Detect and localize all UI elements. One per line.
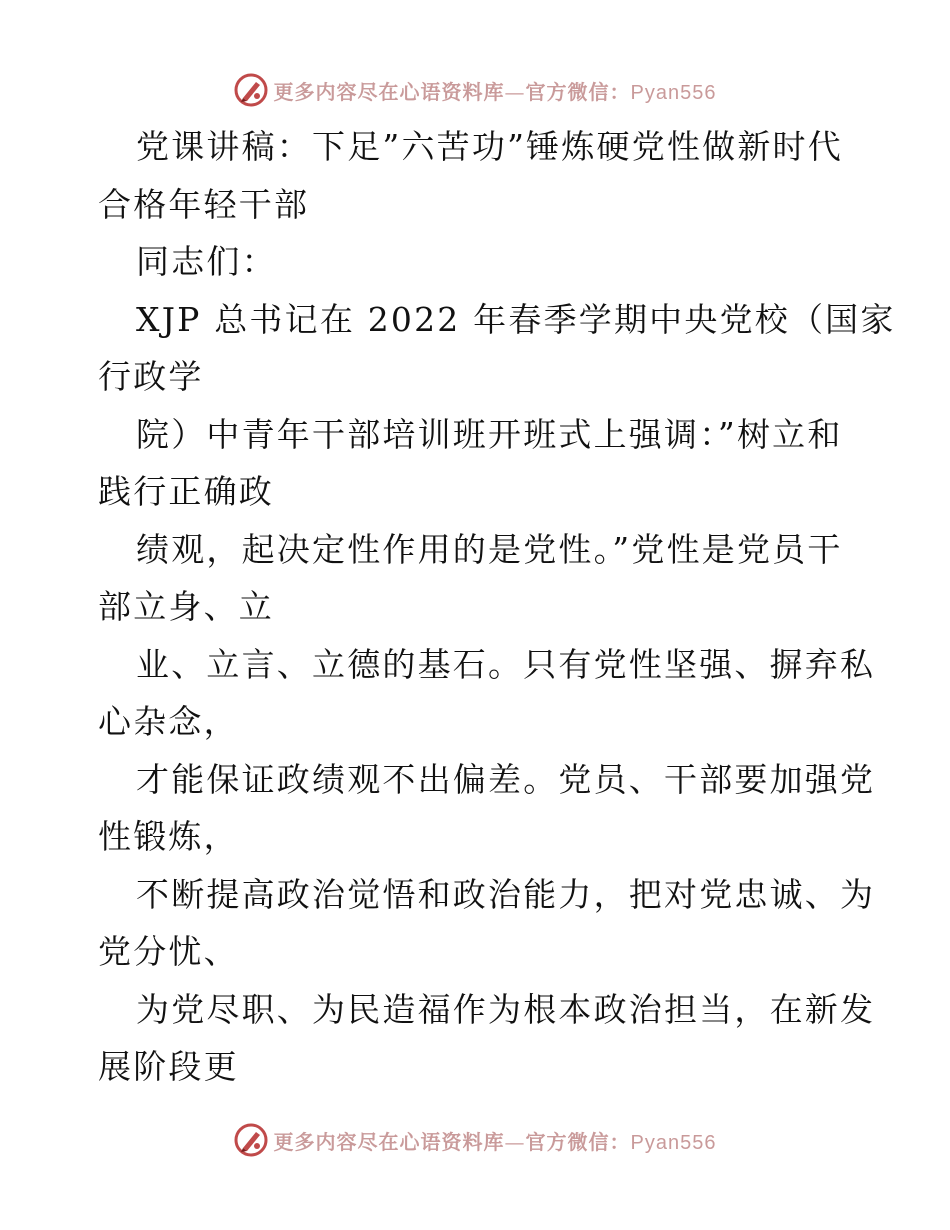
text-line: 性锻炼， — [98, 817, 239, 856]
text-line: 党课讲稿：下足”六苦功”锤炼硬党性做新时代 — [136, 127, 843, 166]
text-line: 展阶段更 — [98, 1047, 239, 1086]
header-banner — [0, 70, 950, 110]
text-line: 才能保证政绩观不出偏差。党员、干部要加强党 — [136, 759, 876, 799]
banner-dash: — — [504, 1129, 526, 1154]
text-line: XJP 总书记在 2022 年春季学期中央党校（国家 — [136, 299, 896, 339]
footer-banner — [0, 1120, 950, 1160]
text-line: 党分忧、 — [98, 932, 239, 971]
text-line: 业、立言、立德的基石。只有党性坚强、摒弃私 — [136, 644, 876, 684]
banner-wechat-id: Pyan556 — [630, 1131, 717, 1154]
text-line: 心杂念， — [98, 702, 239, 741]
text-line: 绩观，起决定性作用的是党性。”党性是党员干 — [136, 529, 843, 569]
text-line: 践行正确政 — [98, 472, 274, 511]
banner-text — [274, 76, 717, 105]
banner-wechat-id: Pyan556 — [630, 81, 717, 104]
text-line: 行政学 — [98, 357, 204, 396]
text-line: 为党尽职、为民造福作为根本政治担当，在新发 — [136, 989, 876, 1029]
text-line: 院）中青年干部培训班开班式上强调：”树立和 — [136, 414, 843, 454]
banner-main-text: 更多内容尽在心语资料库 — [273, 79, 505, 104]
text-line: 部立身、立 — [98, 587, 274, 626]
pen-logo-icon — [234, 1123, 268, 1157]
text-line: 不断提高政治觉悟和政治能力，把对党忠诚、为 — [136, 874, 876, 914]
document-body — [98, 118, 896, 1096]
text-line: 同志们： — [136, 242, 277, 281]
banner-label-text: 官方微信： — [525, 79, 631, 104]
text-line: 合格年轻干部 — [98, 184, 310, 224]
banner-text — [274, 1126, 717, 1155]
banner-label-text: 官方微信： — [525, 1129, 631, 1154]
pen-logo-icon — [234, 73, 268, 107]
banner-dash: — — [504, 79, 526, 104]
banner-main-text: 更多内容尽在心语资料库 — [273, 1129, 505, 1154]
